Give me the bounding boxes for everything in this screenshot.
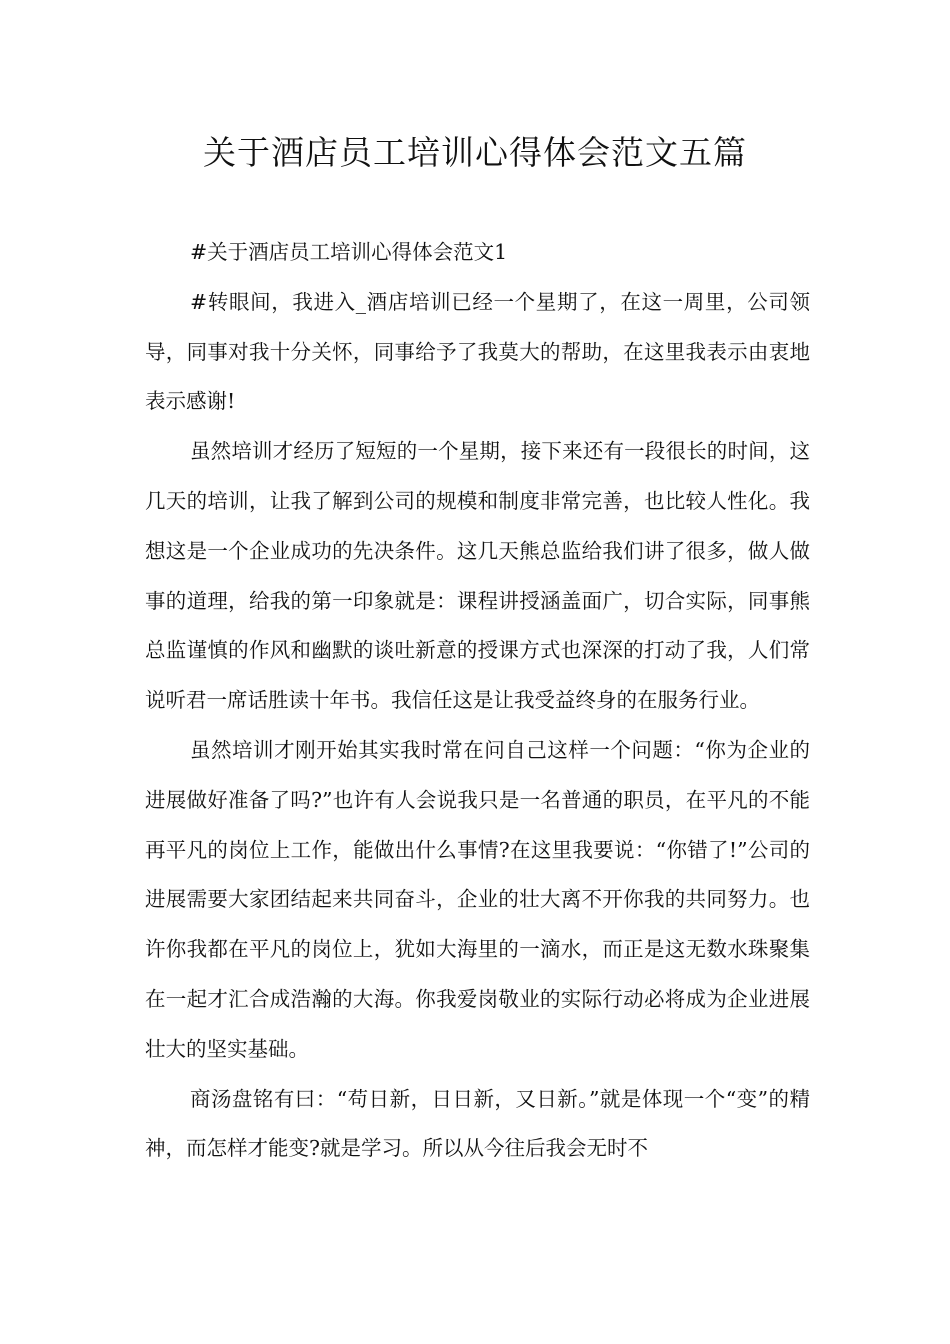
- paragraph-intro: #转眼间，我进入_酒店培训已经一个星期了，在这一周里，公司领导，同事对我十分关怀，同事给予了我莫大的帮助，在这里我表示由衷地表示感谢!: [145, 289, 810, 414]
- document-body: [145, 228, 810, 1174]
- paragraph-self-reflection: 虽然培训才刚开始其实我时常在问自己这样一个问题：“你为企业的进展做好准备了吗?”也许有人会说我只是一名普通的职员，在平凡的不能再平凡的岗位上工作，能做出什么事情?在这里我要说：“你错了!”公司的进展需要大家团结起来共同奋斗，企业的壮大离不开你我的共同努力。也许你我都在平凡的岗位上，犹如大海里的一滴水，而正是这无数水珠聚集在一起才汇合成浩瀚的大海。你我爱岗敬业的实际行动必将成为企业进展壮大的坚实基础。: [145, 737, 810, 1061]
- document-title: 关于酒店员工培训心得体会范文五篇: [203, 133, 747, 172]
- paragraph-learning: 商汤盘铭有曰：“苟日新，日日新，又日新。”就是体现一个“变”的精神，而怎样才能变?就是学习。所以从今往后我会无时不: [145, 1086, 810, 1161]
- paragraph-section-heading: #关于酒店员工培训心得体会范文1: [190, 240, 508, 264]
- paragraph-training-experience: 虽然培训才经历了短短的一个星期，接下来还有一段很长的时间，这几天的培训，让我了解到公司的规模和制度非常完善，也比较人性化。我想这是一个企业成功的先决条件。这几天熊总监给我们讲了很多，做人做事的道理，给我的第一印象就是：课程讲授涵盖面广，切合实际，同事熊总监谨慎的作风和幽默的谈吐新意的授课方式也深深的打动了我，人们常说听君一席话胜读十年书。我信任这是让我受益终身的在服务行业。: [145, 439, 810, 713]
